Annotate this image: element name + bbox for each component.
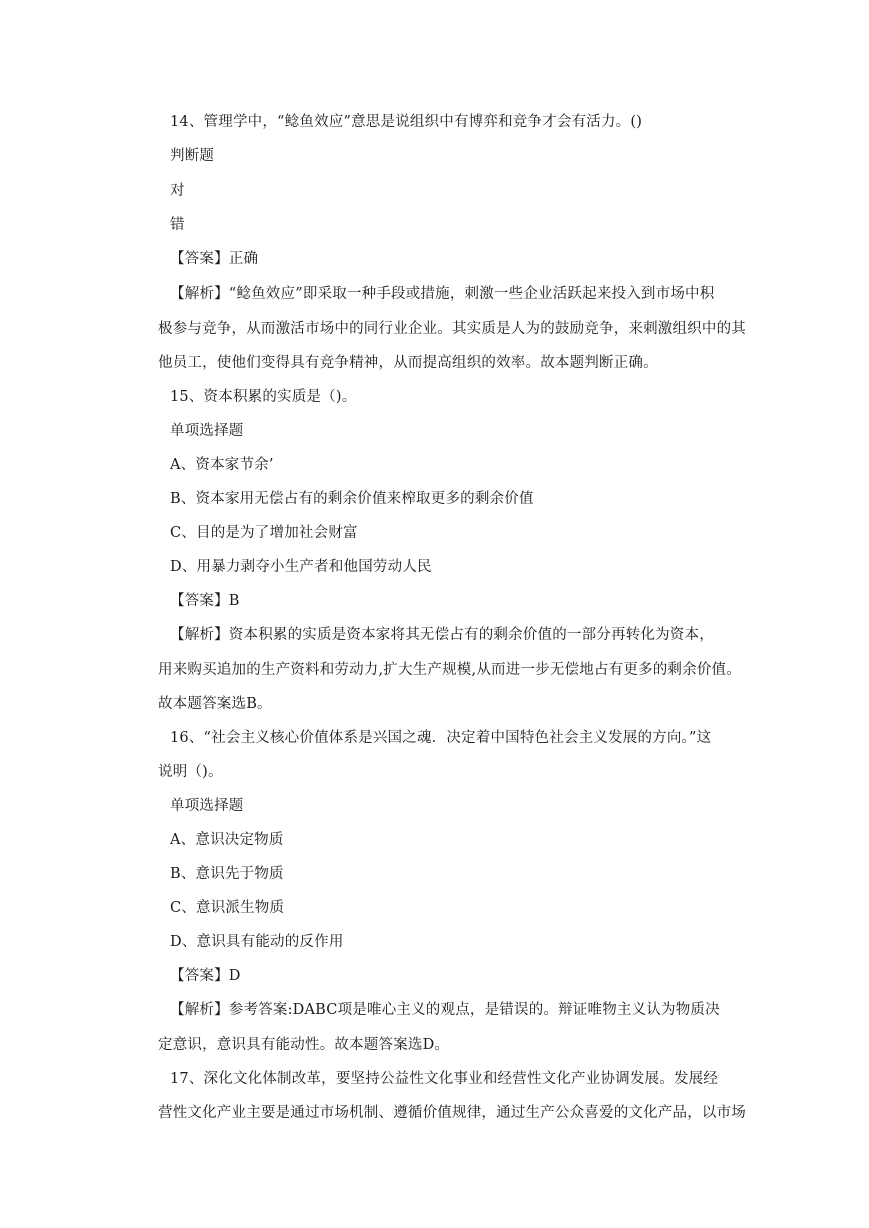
question-15-stem: 15、资本积累的实质是（)。 <box>170 389 357 405</box>
question-16-explanation-line-1: 【解析】参考答案:DABC项是唯心主义的观点，是错误的。辩证唯物主义认为物质决 <box>170 1002 720 1018</box>
question-16-type: 单项选择题 <box>170 798 244 814</box>
question-15-type: 单项选择题 <box>170 423 244 439</box>
question-16-option-d: D、意识具有能动的反作用 <box>170 934 344 950</box>
question-16-option-a: A、意识决定物质 <box>170 832 284 848</box>
question-16-explanation-line-2: 定意识，意识具有能动性。故本题答案选D。 <box>158 1037 450 1053</box>
question-15-option-d: D、用暴力剥夺小生产者和他国劳动人民 <box>170 559 432 575</box>
question-15-option-a: A、资本家节余’ <box>170 457 274 473</box>
question-15-explanation-line-1: 【解析】资本积累的实质是资本家将其无偿占有的剩余价值的一部分再转化为资本， <box>170 627 714 643</box>
question-14-option-true: 对 <box>170 183 185 199</box>
question-14-explanation-line-2: 极参与竞争，从而激活市场中的同行业企业。其实质是人为的鼓励竞争，来刺激组织中的其 <box>158 321 746 337</box>
question-16-option-b: B、意识先于物质 <box>170 866 284 882</box>
question-14-explanation-line-1: 【解析】“鲶鱼效应”即采取一种手段或措施，刺激一些企业活跃起来投入到市场中积 <box>170 286 715 302</box>
question-15-option-c: C、目的是为了增加社会财富 <box>170 525 358 541</box>
question-14-stem: 14、管理学中，“鲶鱼效应”意思是说组织中有博弈和竞争才会有活力。() <box>170 114 643 130</box>
question-15-option-b: B、资本家用无偿占有的剩余价值来榨取更多的剩余价值 <box>170 491 534 507</box>
question-14-explanation-line-3: 他员工，使他们变得具有竞争精神，从而提高组织的效率。故本题判断正确。 <box>158 355 658 371</box>
question-16-stem-line-2: 说明（)。 <box>158 764 223 780</box>
question-15-explanation-line-2: 用来购买追加的生产资料和劳动力,扩大生产规模,从而进一步无偿地占有更多的剩余价值。 <box>158 662 741 678</box>
question-17-stem-line-2: 营性文化产业主要是通过市场机制、遵循价值规律，通过生产公众喜爱的文化产品，以市场 <box>158 1105 746 1121</box>
question-17-stem-line-1: 17、深化文化体制改革，要坚持公益性文化事业和经营性文化产业协调发展。发展经 <box>170 1071 719 1087</box>
question-14-option-false: 错 <box>170 217 185 233</box>
question-14-answer: 【答案】正确 <box>170 251 259 267</box>
question-15-explanation-line-3: 故本题答案选B。 <box>158 696 272 712</box>
question-15-answer: 【答案】B <box>170 593 240 609</box>
question-14-type: 判断题 <box>170 148 215 164</box>
question-16-answer: 【答案】D <box>170 968 241 984</box>
question-16-stem-line-1: 16、“社会主义核心价值体系是兴国之魂．决定着中国特色社会主义发展的方向。”这 <box>170 730 712 746</box>
question-16-option-c: C、意识派生物质 <box>170 900 285 916</box>
